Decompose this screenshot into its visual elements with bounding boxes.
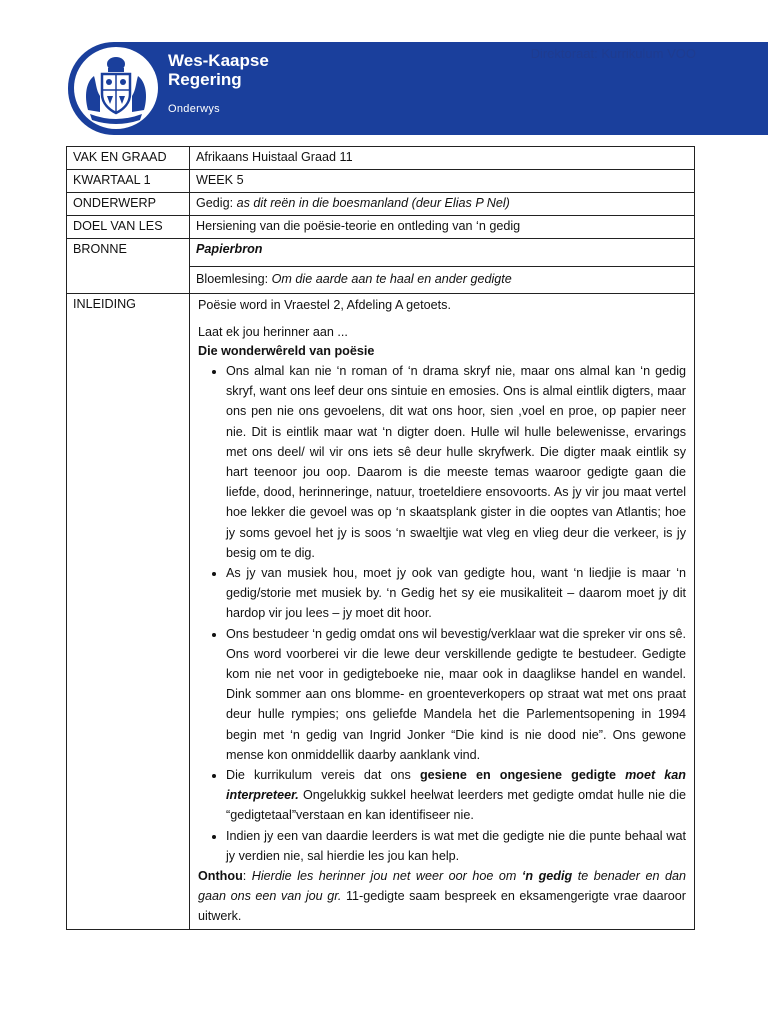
list-item: • Ons almal kan nie ‘n roman of ‘n drama skryf nie, maar ons almal kan ‘n gedig skryf, want ons leef deur ons sintuie en emosies. Ons is almal eintlik digters, maar ons pen nie ons gevoelens, dit wat ons hoor, sien ,voel en proe, op papier neer nie. Dit is eintlik maar wat ‘n digter doen. Hulle wil hulle belewenisse, ervarings met ons deel/ wil vir ons iets sê deur hulle skryfwerk. Die digter maak eintlik sy hart teenoor jou oop. Daarom is die meeste temas waaroor gedigte gaan die liefde, dood, herinneringe, natuur, troeteldiere ensovoorts. As jy vir jou maat vertel hoe lekker die gevoel was op ‘n skaatsplank gister in die ooptes van Atlantis; hoe jy soms gevoel het jy is soos ‘n swaeltjie wat vleg en vlieg deur die verkeer, is jy besig om te dig. xyxy=(226,361,686,563)
table-row xyxy=(67,239,695,267)
list-item: • Indien jy een van daardie leerders is wat met die gedigte nie die punte behaal wat jy verdien nie, sal hierdie les jou kan help. xyxy=(226,826,686,866)
bullet4-part-d: Ongelukkig sukkel heelwat leerders met gedigte omdat hulle nie die “gedigtetaal”verstaan en kan identifiseer nie. xyxy=(226,788,686,823)
brand-line-2: Regering xyxy=(168,70,242,89)
anthology-title: Om die aarde aan te haal en ander gedigte xyxy=(271,272,512,286)
topic-prefix: Gedig: xyxy=(196,196,237,210)
anthology-prefix: Bloemlesing: xyxy=(196,272,272,286)
onthou-part-b: Hierdie les herinner jou net weer oor hoe om xyxy=(251,869,522,884)
topic-title: as dit reën in die boesmanland (deur Elias P Nel) xyxy=(236,196,510,210)
table-row xyxy=(67,216,695,239)
intro-line-2: Laat ek jou herinner aan ... xyxy=(198,325,348,339)
row-value: Afrikaans Huistaal Graad 11 xyxy=(190,147,695,170)
onthou-part-d: te benader en dan gaan ons een van jou gr. xyxy=(198,869,686,904)
table-row xyxy=(67,170,695,193)
brand-subtitle: Onderwys xyxy=(168,103,220,115)
table-row xyxy=(67,193,695,216)
row-value xyxy=(190,239,695,267)
row-label: ONDERWERP xyxy=(67,193,190,216)
intro-content xyxy=(190,294,695,930)
list-item xyxy=(226,765,686,826)
row-value: WEEK 5 xyxy=(190,170,695,193)
brand-title xyxy=(168,51,269,89)
row-label: VAK EN GRAAD xyxy=(67,147,190,170)
row-label: BRONNE xyxy=(67,239,190,294)
row-label: INLEIDING xyxy=(67,294,190,930)
directorate-label: Direktoraat: Kurrikulum VOO xyxy=(530,46,696,61)
lesson-plan-table xyxy=(66,146,695,930)
list-item: • As jy van musiek hou, moet jy ook van gedigte hou, want ‘n liedjie is maar ‘n gedig/storie met musiek by. ‘n Gedig het sy eie musikaliteit – daarom moet jy dit hardop vir jou lees – jy moet dit hoor. xyxy=(226,563,686,624)
intro-line-1: Poësie word in Vraestel 2, Afdeling A getoets. xyxy=(198,298,451,312)
row-value xyxy=(190,193,695,216)
row-value: Hersiening van die poësie-teorie en ontleding van ‘n gedig xyxy=(190,216,695,239)
brand-line-1: Wes-Kaapse xyxy=(168,51,269,70)
onthou-label: Onthou xyxy=(198,869,243,884)
row-label: DOEL VAN LES xyxy=(67,216,190,239)
onthou-part-a: : xyxy=(242,869,252,884)
table-row xyxy=(67,294,695,930)
table-row xyxy=(67,147,695,170)
bullet4-part-b: gesiene en ongesiene gedigte xyxy=(419,768,626,783)
page-header xyxy=(0,0,768,140)
intro-heading: Die wonderwêreld van poësie xyxy=(198,344,375,358)
row-value xyxy=(190,267,695,294)
onthou-part-e: 11-gedigte saam bespreek en eksamengerigte vrae daaroor uitwerk. xyxy=(198,889,686,924)
intro-bullet-list xyxy=(198,361,686,866)
coat-of-arms-icon xyxy=(82,52,150,124)
source-title: Papierbron xyxy=(196,242,263,256)
onthou-part-c: ‘n gedig xyxy=(521,869,573,884)
onthou-paragraph xyxy=(198,866,686,927)
row-label: KWARTAAL 1 xyxy=(67,170,190,193)
bullet4-part-a: Die kurrikulum vereis dat ons xyxy=(226,768,420,783)
bullet4-part-c: moet kan interpreteer. xyxy=(226,768,686,803)
list-item: • Ons bestudeer ‘n gedig omdat ons wil bevestig/verklaar wat die spreker vir ons sê. Ons word voorberei vir die lewe deur verskillende gedigte te bestudeer. Gedigte kom nie net voor in gedigteboeke nie, maar ook in daaglikse handel en wandel. Dink sommer aan ons blomme- en groenteverkopers op straat wat met ons praat deur hulle rympies; ons geliefde Mandela het die Parlementsopening in 1994 begin met ‘n gedig van Ingrid Jonker “Die kind is nie dood nie”. Ons gewone mense kon onmiddellik daarby aanklank vind. xyxy=(226,624,686,765)
